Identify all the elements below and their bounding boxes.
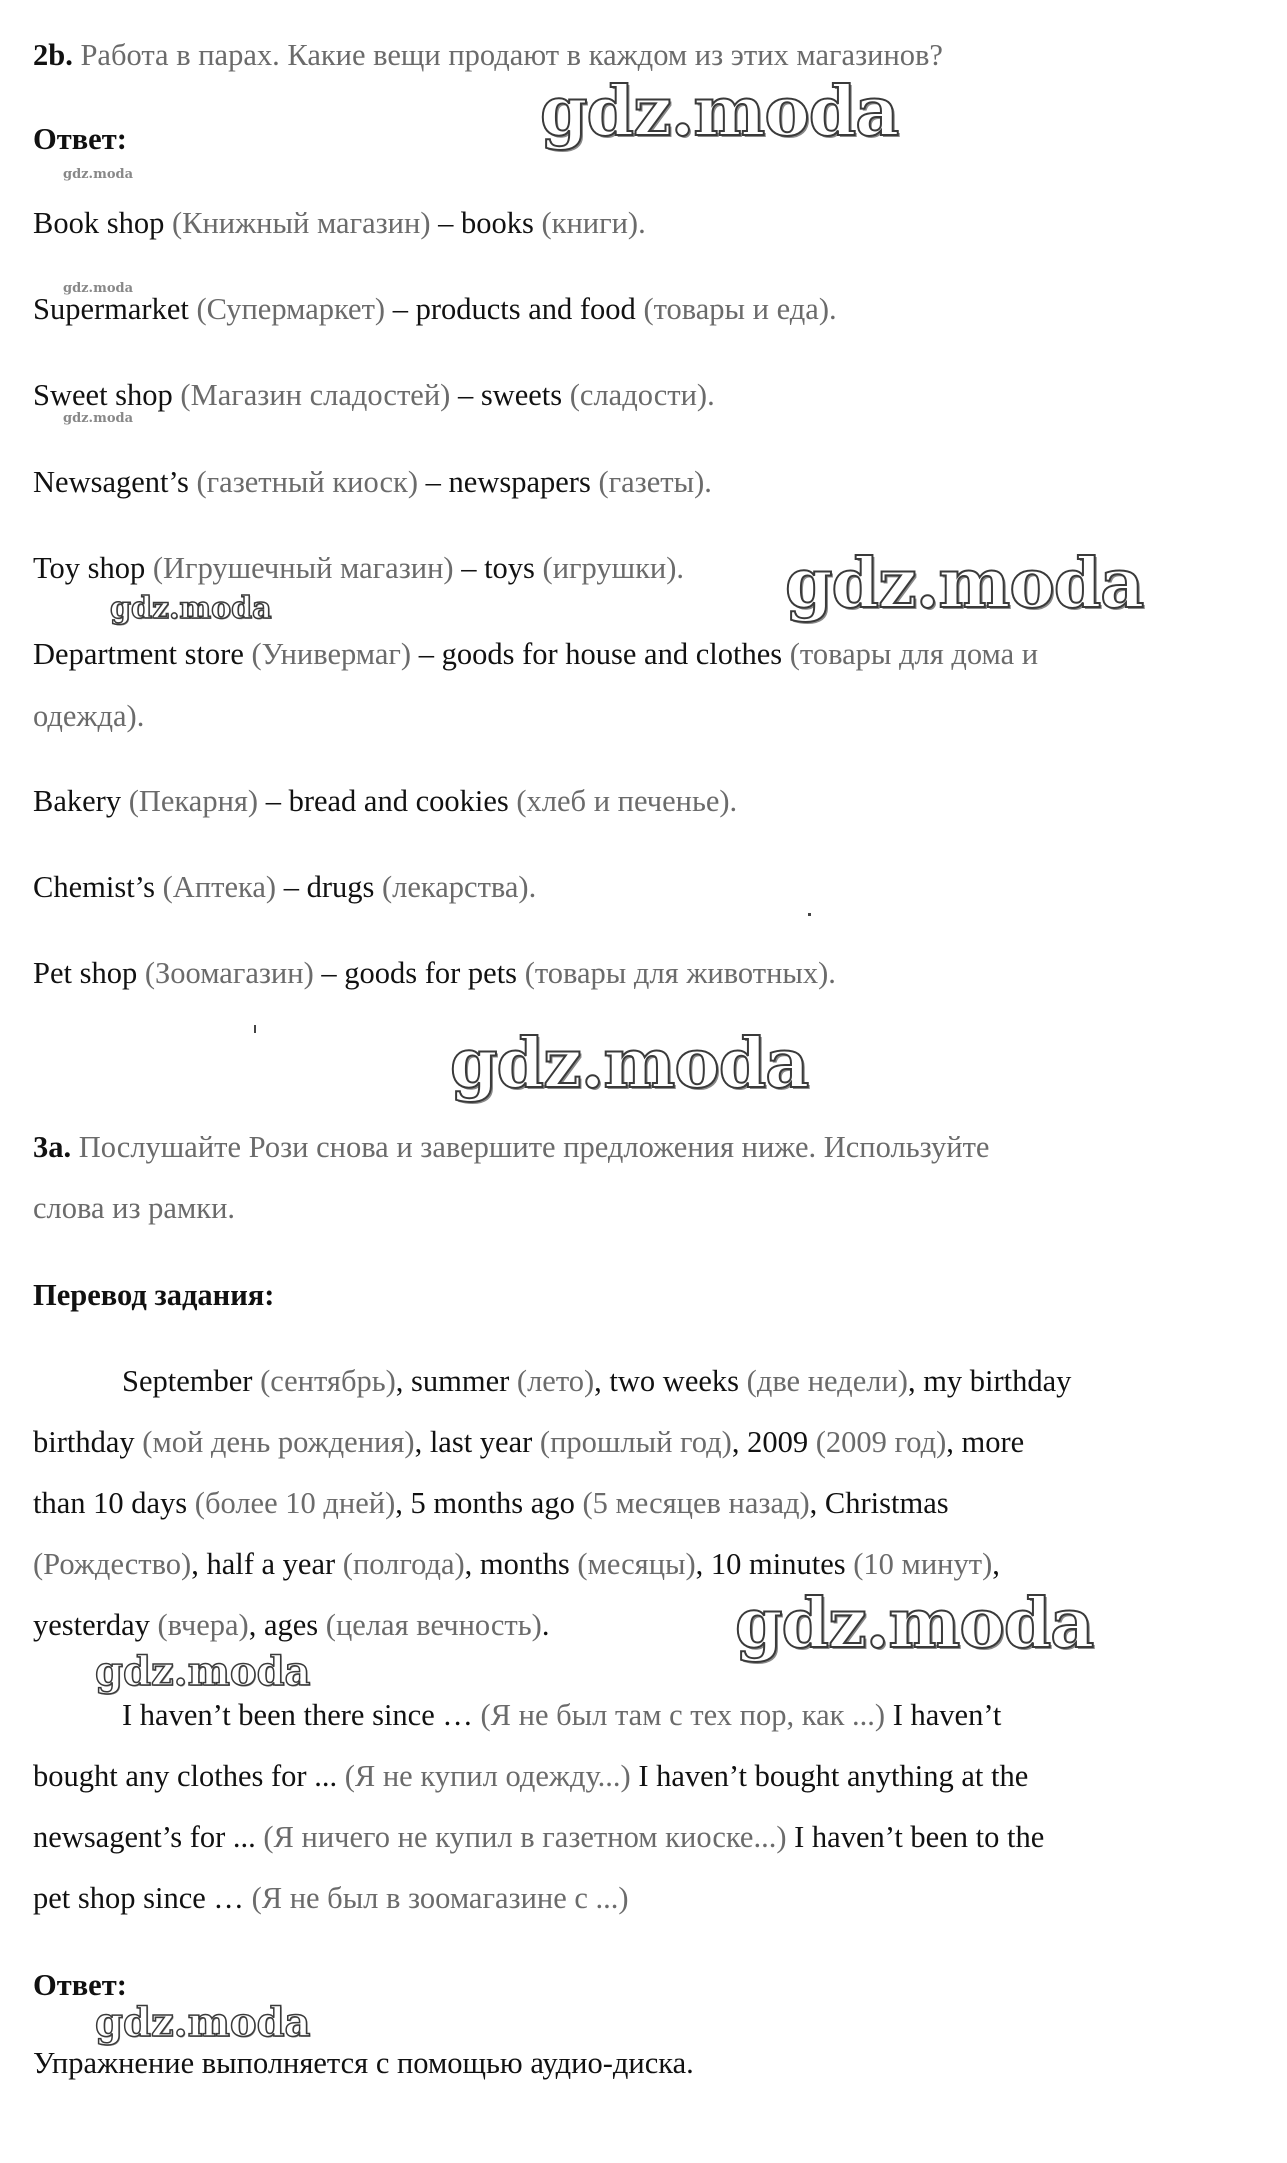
word-translation: (полгода) [342, 1547, 465, 1581]
sentence-translation: (Я не купил одежду...) [344, 1759, 631, 1793]
task-instruction: Работа в парах. Какие вещи продают в каждом из этих магазинов? [80, 38, 943, 72]
word-translation: (сентябрь) [260, 1364, 396, 1398]
shop-name: Bakery [33, 784, 122, 818]
task-instruction-continued: слова из рамки. [33, 1191, 236, 1225]
goods: sweets [480, 378, 563, 412]
answer-label: Ответ: [33, 1968, 127, 2002]
word: yesterday [33, 1608, 150, 1642]
watermark-logo: gdz.moda [110, 591, 272, 626]
goods: products and food [415, 292, 636, 326]
dash: – [461, 551, 477, 585]
word-list-line [33, 1610, 549, 1641]
separator: , [464, 1547, 473, 1581]
separator: , [395, 1364, 404, 1398]
goods-translation: (газеты). [598, 465, 712, 499]
scan-speck [808, 913, 811, 916]
sentence-part: I haven’t been to the [794, 1820, 1045, 1854]
dash: – [418, 637, 434, 671]
shop-name: Toy shop [33, 551, 146, 585]
goods: bread and cookies [288, 784, 509, 818]
word: 2009 [747, 1425, 809, 1459]
list-item [33, 467, 712, 498]
shop-name-translation: (газетный киоск) [196, 465, 419, 499]
dash: – [425, 465, 441, 499]
word: two weeks [609, 1364, 740, 1398]
watermark-small: gdz.moda [63, 167, 134, 182]
goods-translation-continued: одежда). [33, 699, 145, 733]
goods: newspapers [448, 465, 591, 499]
word-translation: (прошлый год) [539, 1425, 732, 1459]
list-item [33, 380, 715, 411]
list-item [33, 639, 1038, 670]
word-translation: (мой день рождения) [142, 1425, 415, 1459]
task-2b-heading [33, 40, 943, 71]
sentence-part: I haven’t bought anything at the [638, 1759, 1029, 1793]
goods-translation: (товары для дома и [789, 637, 1039, 671]
shop-name-translation: (Игрушечный магазин) [152, 551, 454, 585]
word: ages [263, 1608, 319, 1642]
separator: , [907, 1364, 916, 1398]
sentence-translation: (Я не был в зоомагазине с ...) [251, 1881, 629, 1915]
goods: goods for pets [344, 956, 518, 990]
sentence-part: I haven’t [892, 1698, 1002, 1732]
goods: books [460, 206, 534, 240]
dash: – [321, 956, 337, 990]
word-translation: (2009 год) [815, 1425, 947, 1459]
task-number: 2b. [33, 38, 73, 72]
separator: , [809, 1486, 818, 1520]
list-item [33, 786, 737, 817]
dash: – [265, 784, 281, 818]
shop-name-translation: (Книжный магазин) [171, 206, 431, 240]
word-translation: (лето) [516, 1364, 595, 1398]
shop-name-translation: (Аптека) [162, 870, 277, 904]
separator: , [395, 1486, 403, 1520]
task-number: 3a. [33, 1130, 72, 1164]
sentence-part: newsagent’s for ... [33, 1820, 256, 1854]
word: than 10 days [33, 1486, 188, 1520]
word-part: my birthday [923, 1364, 1072, 1398]
goods-translation: (игрушки). [542, 551, 685, 585]
word: Christmas [824, 1486, 949, 1520]
goods-translation: (товары для животных). [524, 956, 836, 990]
sentence-line [122, 1700, 1001, 1731]
word-list-line [33, 1549, 1000, 1580]
answer-label: Ответ: [33, 122, 127, 156]
word-translation: (месяцы) [577, 1547, 696, 1581]
shop-name: Supermarket [33, 292, 189, 326]
separator: , [191, 1547, 199, 1581]
word: 10 minutes [710, 1547, 846, 1581]
word: half a year [206, 1547, 336, 1581]
sentence-part: bought any clothes for ... [33, 1759, 338, 1793]
dash: – [457, 378, 474, 412]
separator: , [248, 1608, 257, 1642]
shop-name-translation: (Супермаркет) [196, 292, 386, 326]
watermark-logo: gdz.moda [450, 1024, 809, 1104]
list-item [33, 958, 836, 989]
word-translation: (целая вечность) [325, 1608, 542, 1642]
word-translation: (более 10 дней) [194, 1486, 396, 1520]
separator: . [541, 1608, 550, 1642]
goods-translation: (лекарства). [381, 870, 537, 904]
word: months [479, 1547, 570, 1581]
separator: , [992, 1547, 1000, 1581]
word-translation: (5 месяцев назад) [582, 1486, 810, 1520]
shop-name: Pet shop [33, 956, 138, 990]
goods-translation: (товары и еда). [643, 292, 837, 326]
watermark-logo: gdz.moda [735, 1584, 1094, 1664]
word-list-line [122, 1364, 1072, 1398]
word: last year [429, 1425, 533, 1459]
goods-translation: (сладости). [569, 378, 715, 412]
sentence [0, 0, 1, 1]
watermark-logo: gdz.moda [95, 1999, 311, 2046]
list-item [33, 208, 646, 239]
shop-name: Chemist’s [33, 870, 156, 904]
goods: toys [484, 551, 535, 585]
task-3a-heading [33, 1132, 989, 1163]
dash: – [283, 870, 299, 904]
goods-translation: (хлеб и печенье). [516, 784, 738, 818]
word: 5 months ago [410, 1486, 575, 1520]
shop-name: Book shop [33, 206, 165, 240]
shop-name-translation: (Магазин сладостей) [180, 378, 451, 412]
watermark-logo: gdz.moda [540, 72, 899, 152]
separator: , [695, 1547, 704, 1581]
word: September [122, 1364, 253, 1398]
word-translation: (Рождество) [33, 1547, 192, 1581]
shop-name: Newsagent’s [33, 465, 189, 499]
word-translation: (вчера) [157, 1608, 249, 1642]
dash: – [392, 292, 408, 326]
word: more [961, 1425, 1025, 1459]
watermark-logo: gdz.moda [95, 1648, 311, 1695]
shop-name-translation: (Пекарня) [128, 784, 259, 818]
sentence-translation: (Я ничего не купил в газетном киоске...) [263, 1820, 787, 1854]
separator: , [594, 1364, 602, 1398]
goods: drugs [306, 870, 375, 904]
list-item [33, 294, 837, 325]
sentence-line [33, 1883, 629, 1914]
sentence-line [33, 1822, 1044, 1853]
separator: , [731, 1425, 740, 1459]
watermark-small: gdz.moda [63, 411, 134, 426]
answer-text: Упражнение выполняется с помощью аудио-диска. [33, 2046, 694, 2080]
translation-label: Перевод задания: [33, 1278, 275, 1312]
sentence-line [33, 1761, 1028, 1792]
separator: , [946, 1425, 954, 1459]
shop-name-translation: (Зоомагазин) [144, 956, 314, 990]
sentence: I haven’t been there since … [122, 1698, 473, 1732]
shop-name: Department store [33, 637, 244, 671]
watermark-small: gdz.moda [63, 281, 134, 296]
word-translation: (две недели) [746, 1364, 908, 1398]
task-instruction: Послушайте Рози снова и завершите предложения ниже. Используйте [78, 1130, 990, 1164]
goods: goods for house and clothes [441, 637, 783, 671]
word: birthday [33, 1425, 135, 1459]
word-list-line [33, 1427, 1024, 1458]
word-list-line [33, 1488, 949, 1519]
sentence-translation: (Я не был там с тех пор, как ...) [480, 1698, 886, 1732]
goods-translation: (книги). [541, 206, 646, 240]
word: summer [411, 1364, 510, 1398]
separator: , [414, 1425, 423, 1459]
shop-name-translation: (Универмаг) [251, 637, 412, 671]
dash: – [438, 206, 454, 240]
word-translation: (10 минут) [853, 1547, 993, 1581]
list-item [33, 553, 684, 584]
sentence-part: pet shop since … [33, 1881, 244, 1915]
watermark-logo: gdz.moda [785, 544, 1144, 624]
list-item [33, 872, 536, 903]
scan-speck [254, 1025, 256, 1033]
shop-name: Sweet shop [33, 378, 173, 412]
